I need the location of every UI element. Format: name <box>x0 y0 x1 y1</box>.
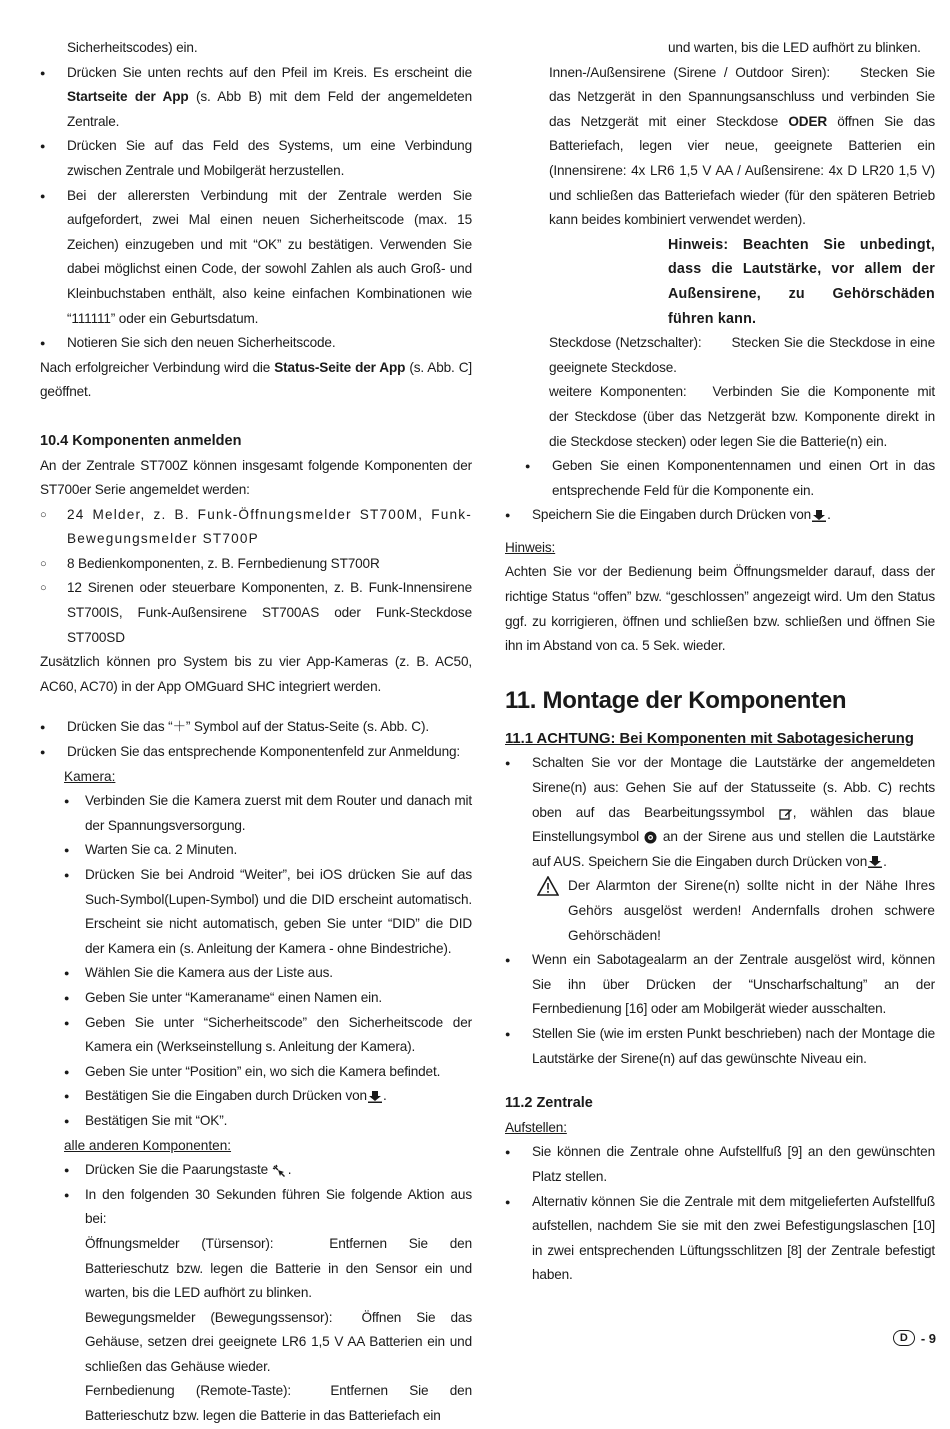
section-heading-11-2: 11.2 Zentrale <box>505 1095 593 1112</box>
paragraph: Achten Sie vor der Bedienung beim Öffnungsmelder darauf, dass der richtige Status “offen” bzw. “geschlossen” angezeigt wird. Um den Status ggf. zu korrigieren, öffnen und schließen bzw. schließen und öffnen Sie ihn im Abstand von ca. 5 Sek. wieder. <box>505 564 935 654</box>
list-item: ○ 12 Sirenen oder steuerbare Komponenten, z. B. Funk-Innensirene ST700IS, Funk-Außensirene ST700AS oder Funk-Steckdose ST700SD <box>40 576 472 650</box>
hint-label: Hinweis: <box>505 539 556 555</box>
warning-triangle-icon <box>537 876 559 896</box>
list-item: ● Alternativ können Sie die Zentrale mit dem mitgelieferten Aufstellfuß aufstellen, nachdem Sie sie mit den zwei Befestigungslaschen [10] in zwei entsprechenden Lüftungsschlitzen [8] der Zentrale befestigt haben. <box>505 1190 935 1288</box>
list-item: ● Drücken Sie die Paarungstaste . <box>64 1158 472 1183</box>
settings-gear-icon <box>644 831 657 844</box>
paragraph: Sicherheitscodes) ein. <box>67 40 198 55</box>
hint-warning: Hinweis: Beachten Sie unbedingt, dass die Lautstärke, vor allem der Außensirene, zu Gehörschäden führen kann. <box>668 236 935 327</box>
subheading-other-components: alle anderen Komponenten: <box>64 1137 232 1153</box>
list-item: ● Drücken Sie auf das Feld des Systems, um eine Verbindung zwischen Zentrale und Mobilgerät herzustellen. <box>40 134 472 183</box>
save-download-icon <box>367 1091 383 1103</box>
definition-door-sensor: Öffnungsmelder (Türsensor): Entfernen Sie den Batterieschutz bzw. legen die Batterie in den Sensor ein und warten, bis die LED aufhört zu blinken. <box>85 1235 472 1301</box>
list-item: ● Stellen Sie (wie im ersten Punkt beschrieben) nach der Montage die Lautstärke der Sirene(n) auf das gewünschte Niveau ein. <box>505 1022 935 1071</box>
page-number-text: - 9 <box>920 1330 936 1346</box>
definition-remote: Fernbedienung (Remote-Taste): Entfernen Sie den Batterieschutz bzw. legen die Batterie in das Batteriefach ein <box>85 1383 472 1424</box>
list-item: ● Wenn ein Sabotagealarm an der Zentrale ausgelöst wird, können Sie ihn über Drücken der “Unscharfschaltung” an der Fernbedienung [16] oder am Mobilgerät wieder ausschalten. <box>505 948 935 1022</box>
section-heading-10-4: 10.4 Komponenten anmelden <box>40 432 242 449</box>
definition-socket: Steckdose (Netzschalter): Stecken Sie die Steckdose in eine geeignete Steckdose. <box>549 335 935 375</box>
list-item: ● In den folgenden 30 Sekunden führen Sie folgende Aktion aus bei: <box>64 1183 472 1232</box>
list-item: ● Drücken Sie bei Android “Weiter”, bei iOS drücken Sie auf das Such-Symbol(Lupen-Symbol) und die DID erscheint automatisch. Erscheint sie nicht automatisch, geben Sie unter “DID” die DID der Kamera ein (s. Anleitung der Kamera - ohne Bindestriche). <box>64 863 472 961</box>
list-item: ● Sie können die Zentrale ohne Aufstellfuß [9] an den gewünschten Platz stellen. <box>505 1140 935 1189</box>
subheading-setup: Aufstellen: <box>505 1119 567 1135</box>
list-item: ● Notieren Sie sich den neuen Sicherheitscode. <box>40 331 472 356</box>
list-item: ● Geben Sie unter “Sicherheitscode” den Sicherheitscode der Kamera ein (Werkseinstellung s. Anleitung der Kamera). <box>64 1011 472 1060</box>
list-item: ○ 8 Bedienkomponenten, z. B. Fernbedienung ST700R <box>40 552 472 577</box>
subheading-kamera: Kamera: <box>64 768 116 784</box>
page-number <box>893 1330 936 1346</box>
list-item: ● Speichern Sie die Eingaben durch Drücken von . <box>505 503 935 528</box>
definition-siren: Innen-/Außensirene (Sirene / Outdoor Siren): Stecken Sie das Netzgerät in den Spannungsanschluss und verbinden Sie das Netzgerät mit einer Steckdose ODER öffnen Sie das Batteriefach, legen vier neue, geeignete Batterien ein (Innensirene: 4x LR6 1,5 V AA / Außensirene: 4x D LR20 1,5 V) und schließen das Batteriefach wieder (für den späteren Betrieb kann beides kombiniert verwendet werden). <box>549 64 935 228</box>
list-item: ● Geben Sie unter “Position” ein, wo sich die Kamera befindet. <box>64 1060 472 1085</box>
list-item: ● Geben Sie einen Komponentennamen und einen Ort in das entsprechende Feld für die Komponente ein. <box>525 454 935 503</box>
list-item: ● Bestätigen Sie mit “OK”. <box>64 1109 472 1134</box>
definition-other: weitere Komponenten: Verbinden Sie die Komponente mit der Steckdose (über das Netzgerät bzw. Komponente direkt in die Steckdose stecken) oder legen Sie die Batterie(n) ein. <box>549 384 935 449</box>
warning-note: Der Alarmton der Sirene(n) sollte nicht in der Nähe Ihres Gehörs ausgelöst werden! Andernfalls drohen schwere Gehörschäden! <box>505 874 935 948</box>
save-download-icon <box>811 510 827 522</box>
list-item: ● Drücken Sie das “＋” Symbol auf der Status-Seite (s. Abb. C). <box>40 715 472 740</box>
list-item: ● Warten Sie ca. 2 Minuten. <box>64 838 472 863</box>
definition-motion-sensor: Bewegungsmelder (Bewegungssensor): Öffnen Sie das Gehäuse, setzen drei geeignete LR6 1,5 V AA Batterien ein und schließen das Gehäuse wieder. <box>85 1309 472 1374</box>
pairing-button-icon <box>272 1164 288 1178</box>
paragraph: Nach erfolgreicher Verbindung wird die Status-Seite der App (s. Abb. C] geöffnet. <box>40 359 472 400</box>
paragraph: Zusätzlich können pro System bis zu vier App-Kameras (z. B. AC50, AC60, AC70) in der App OMGuard SHC integriert werden. <box>40 654 472 694</box>
paragraph: An der Zentrale ST700Z können insgesamt folgende Komponenten der ST700er Serie angemeldet werden: <box>40 457 472 498</box>
save-download-icon <box>867 856 883 868</box>
paragraph: und warten, bis die LED aufhört zu blinken. <box>668 40 921 55</box>
list-item: ● Drücken Sie unten rechts auf den Pfeil im Kreis. Es erscheint die Startseite der App (s. Abb B) mit dem Feld der angemeldeten Zentrale. <box>40 61 472 135</box>
list-item: ● Wählen Sie die Kamera aus der Liste aus. <box>64 961 472 986</box>
list-item: ● Bestätigen Sie die Eingaben durch Drücken von . <box>64 1084 472 1109</box>
left-column <box>40 36 472 1429</box>
language-badge: D <box>893 1330 915 1346</box>
list-item: ○ 24 Melder, z. B. Funk-Öffnungsmelder ST700M, Funk-Bewegungsmelder ST700P <box>40 503 472 552</box>
edit-icon <box>779 807 793 820</box>
list-item: ● Geben Sie unter “Kameraname“ einen Namen ein. <box>64 986 472 1011</box>
right-column <box>505 36 935 1288</box>
list-item: ● Bei der allerersten Verbindung mit der Zentrale werden Sie aufgefordert, zwei Mal einen neuen Sicherheitscode (max. 15 Zeichen) einzugeben und mit “OK” zu bestätigen. Verwenden Sie dabei möglichst einen Code, der sowohl Zahlen als auch Groß- und Kleinbuchstaben enthält, also keine einfachen Kombinationen wie “111111” oder ein Geburtsdatum. <box>40 184 472 332</box>
list-item: ● Verbinden Sie die Kamera zuerst mit dem Router und danach mit der Spannungsversorgung. <box>64 789 472 838</box>
section-heading-11-1: 11.1 ACHTUNG: Bei Komponenten mit Sabotagesicherung <box>505 730 914 747</box>
list-item: ● Schalten Sie vor der Montage die Lautstärke der angemeldeten Sirene(n) aus: Gehen Sie auf der Statusseite (s. Abb. C) rechts oben auf das Bearbeitungssymbol , wählen das blaue Einstellungsymbol an der Sirene aus und stellen die Lautstärke auf AUS. Speichern Sie die Eingaben durch Drücken von . <box>505 751 935 874</box>
chapter-heading-11: 11. Montage der Komponenten <box>505 686 847 714</box>
list-item: ● Drücken Sie das entsprechende Komponentenfeld zur Anmeldung: <box>40 740 472 765</box>
